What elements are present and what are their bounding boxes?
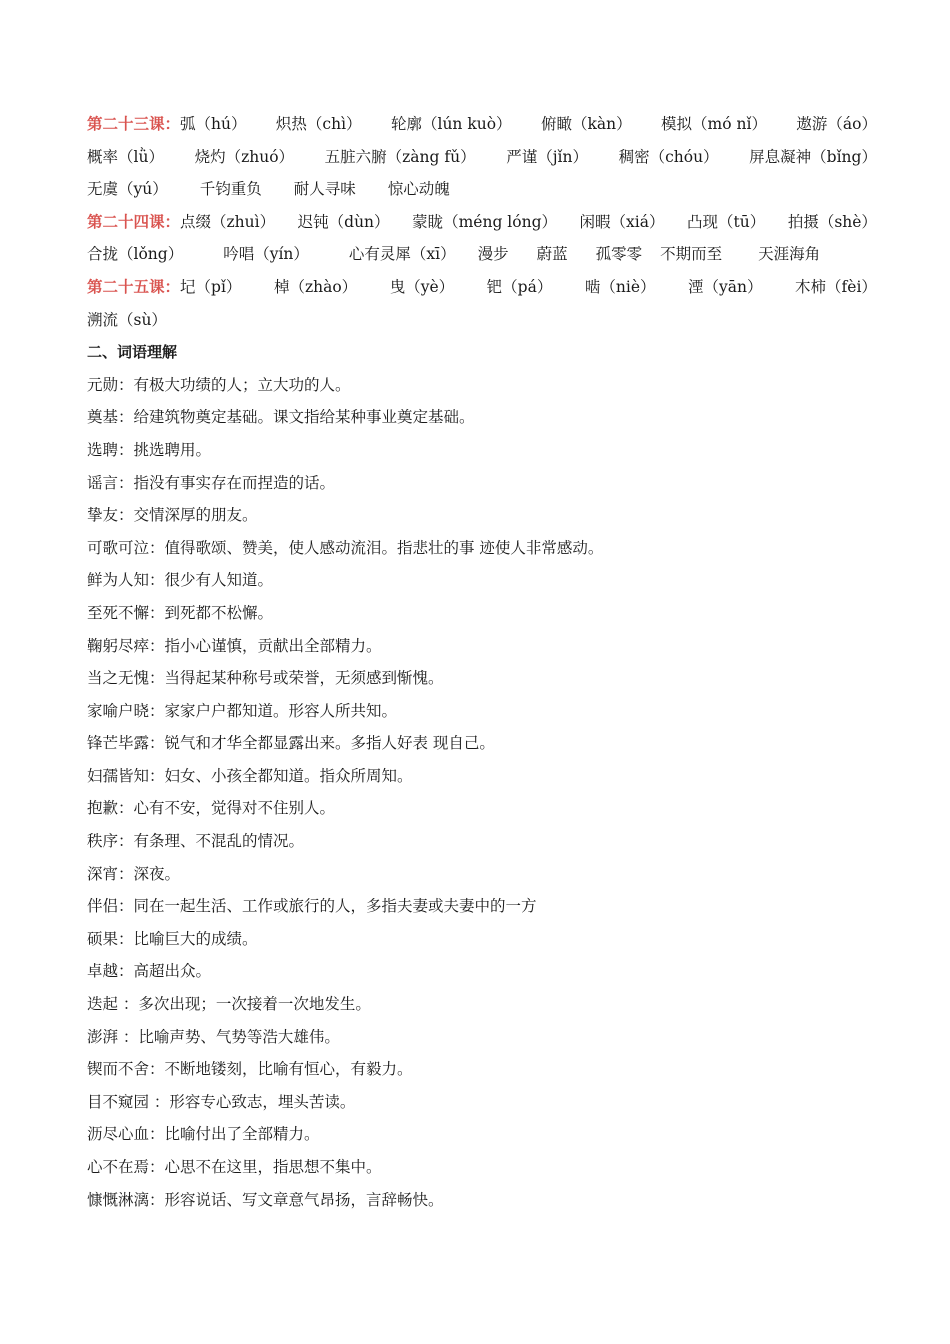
definition-item: 妇孺皆知：妇女、小孩全都知道。指众所周知。 [87,766,413,785]
vocab-item: 拍摄（shè） [787,212,877,231]
definition-item: 目不窥园 ：形容专心致志，埋头苦读。 [87,1092,356,1111]
vocab-item: 惊心动魄 [387,180,450,199]
definition-item: 心不在焉：心思不在这里，指思想不集中。 [87,1158,382,1176]
vocab-item: 严谨（jǐn） [506,147,588,166]
vocab-item: 木柿（fèi） [795,277,877,296]
vocab-item: 棹（zhào） [273,277,358,296]
vocab-item: 炽热（chì） [275,115,362,133]
section-title: 二、词语理解 [87,343,178,362]
vocab-item: 烧灼（zhuó） [194,147,295,166]
vocab-item: 第二十五课：圮（pǐ） [87,276,242,296]
lesson-25-row-1 [87,271,877,304]
vocab-item: 俯瞰（kàn） [540,115,632,133]
lesson-23-label: 第二十三课： [87,114,181,133]
definition-item: 当之无愧：当得起某种称号或荣誉，无须感到惭愧。 [87,669,444,688]
lesson-24-row-1 [87,206,877,239]
vocab-item: 凸现（tū） [687,212,766,231]
lesson-25-row-2 [87,304,877,337]
lesson-24-row-2 [87,238,877,271]
vocab-item: 闲暇（xiá） [579,212,665,231]
definition-item: 沥尽心血：比喻付出了全部精力。 [87,1125,320,1144]
definitions-list [87,369,877,1216]
definition-item: 鞠躬尽瘁：指小心谨慎，贡献出全部精力。 [87,636,382,655]
vocab-item: 吟唱（yín） [223,245,309,264]
vocab-item: 不期而至 [660,245,723,264]
definition-item: 谣言：指没有事实存在而捏造的话。 [87,473,336,492]
vocab-item: 心有灵犀（xī） [348,245,456,264]
definition-item: 硕果：比喻巨大的成绩。 [87,929,258,948]
vocab-item: 遨游（áo） [796,115,877,133]
vocab-item: 孤零零 [595,245,643,264]
vocab-item: 天涯海角 [758,245,821,264]
document-page [87,108,877,1216]
vocab-item: 无虞（yú） [87,180,168,199]
vocab-item: 蒙眬（méng lóng） [412,212,557,231]
vocab-item: 稠密（chóu） [618,147,719,166]
definition-item: 奠基：给建筑物奠定基础。课文指给某种事业奠定基础。 [87,408,475,427]
vocab-item: 概率（lǜ） [87,147,164,166]
vocab-item: 轮廓（lún kuò） [390,115,512,133]
definition-item: 锋芒毕露：锐气和才华全都显露出来。多指人好表 现自己。 [87,734,495,753]
definition-item: 元勋：有极大功绩的人；立大功的人。 [87,375,351,394]
vocab-item: 合拢（lǒng） [87,245,184,264]
definition-item: 伴侣：同在一起生活、工作或旅行的人，多指夫妻或夫妻中的一方 [87,897,537,916]
vocab-item: 钯（pá） [486,277,553,296]
vocab-item: 耐人寻味 [293,180,356,199]
definition-item: 锲而不舍：不断地镂刻，比喻有恒心，有毅力。 [87,1060,413,1079]
definition-item: 澎湃 ：比喻声势、气势等浩大雄伟。 [87,1027,340,1046]
vocab-item: 啮（niè） [584,277,656,296]
vocab-item: 千钧重负 [199,180,262,199]
lesson-23-row-2 [87,141,877,174]
definition-item: 家喻户晓：家家户户都知道。形容人所共知。 [87,701,398,720]
lesson-23-row-1 [87,108,877,141]
definition-item: 迭起 ：多次出现；一次接着一次地发生。 [87,995,371,1014]
vocab-item: 漫步 [477,245,509,264]
lesson-25-label: 第二十五课： [87,276,181,296]
vocab-item: 曳（yè） [389,277,455,296]
vocab-item: 模拟（mó nǐ） [661,115,767,133]
definition-item: 抱歉：心有不安，觉得对不住别人。 [87,799,336,818]
vocab-item: 第二十四课：点缀（zhuì） [87,211,276,231]
definition-item: 选聘：挑选聘用。 [87,440,212,459]
definition-item: 挚友：交情深厚的朋友。 [87,506,258,525]
definition-item: 鲜为人知：很少有人知道。 [87,571,274,590]
definition-item: 秩序：有条理、不混乱的情况。 [87,832,305,851]
definition-item: 慷慨淋漓：形容说话、写文章意气昂扬，言辞畅快。 [87,1190,444,1209]
definition-item: 深宵：深夜。 [87,864,181,883]
vocab-item: 湮（yān） [688,277,763,296]
lesson-23-row-3 [87,173,877,206]
definition-item: 至死不懈：到死都不松懈。 [87,603,274,622]
vocab-item: 屏息凝神（bǐng） [749,147,877,166]
definition-item: 可歌可泣：值得歌颂、赞美，使人感动流泪。指悲壮的事 迹使人非常感动。 [87,538,604,557]
vocab-item: 第二十三课：弧（hú） [87,114,247,133]
vocab-item: 迟钝（dùn） [297,212,390,231]
lesson-24-label: 第二十四课： [87,211,181,231]
definition-item: 卓越：高超出众。 [87,962,212,981]
vocab-item: 蔚蓝 [536,245,568,264]
vocab-item: 五脏六腑（zàng fǔ） [324,147,476,166]
vocab-item: 溯流（sù） [87,310,167,329]
